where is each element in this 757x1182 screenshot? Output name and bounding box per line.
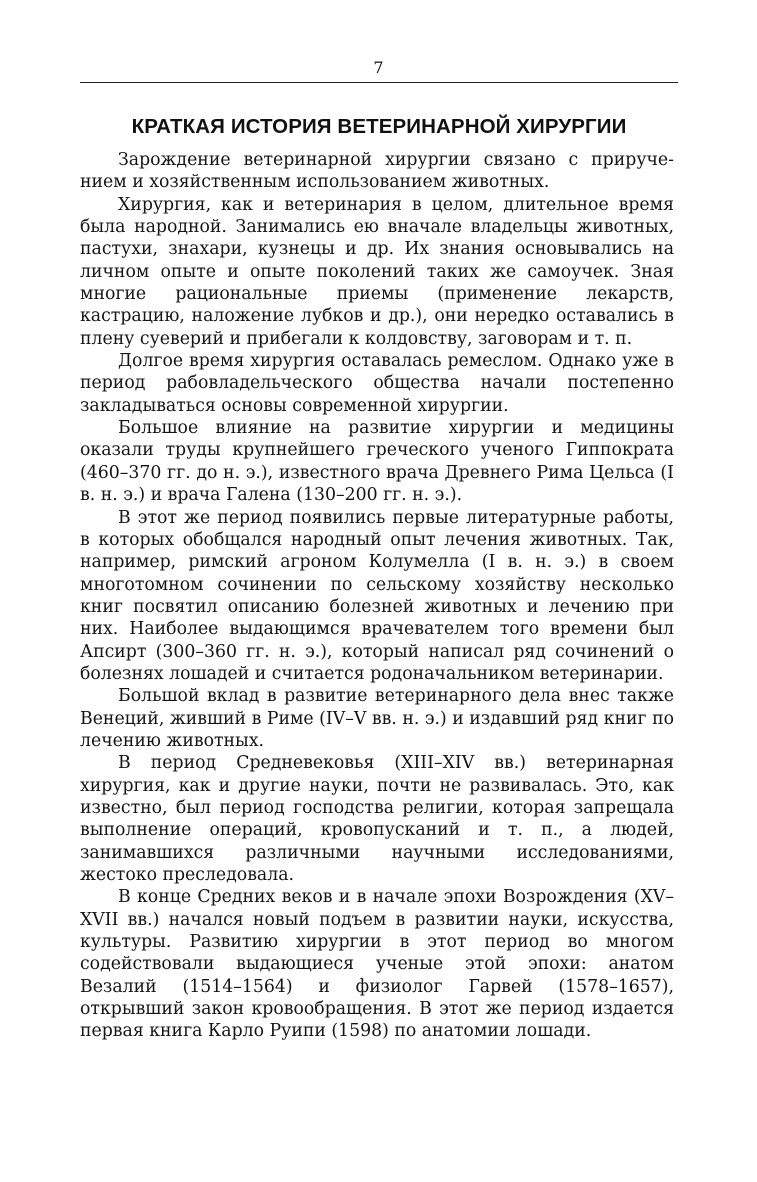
paragraph-7: В период Средневековья (XIII–XIV вв.) ветеринарная хирургия, как и другие науки, почти не развивалась. Это, как известно, был период господства религии, которая запрещала выполнение операций, кровопусканий и т. п., а людей, занимавшихся различными научными исследованиями, жестоко преследовала. [80,753,674,885]
paragraph-5: В этот же период появились первые литературные работы, в которых обобщался народный опыт лечения животных. Так, например, римский агроном Колумелла (I в. н. э.) в своем многотомном сочинении по сельскому хозяйству несколько книг посвятил описанию болезней животных и лечению при них. Наиболее выдающимся врачевателем того времени был Апсирт (300–360 гг. н. э.), который написал ряд сочинений о болезнях лошадей и считается родоначальником ветеринарии. [80,507,674,684]
header-rule [80,82,678,83]
paragraph-6: Большой вклад в развитие ветеринарного дела внес также Венеций, живший в Риме (IV–V вв. н. э.) и издавший ряд книг по лечению животных. [80,686,674,751]
paragraph-2: Хирургия, как и ветеринария в целом, длительное время была народной. Занимались ею вначале владельцы животных, пастухи, знахари, кузнецы и др. Их знания основывались на личном опыте и опыте поколений таких же самоучек. Зная многие рациональные приемы (применение лекарств, кастрацию, наложение лубков и др.), они нередко оставались в плену суеверий и прибегали к колдовству, заговорам и т. п. [80,194,674,349]
paragraph-4: Большое влияние на развитие хирургии и медицины оказали труды крупнейшего греческого ученого Гиппократа (460–370 гг. до н. э.), известного врача Древнего Рима Цельса (I в. н. э.) и врача Галена (130–200 гг. н. э.). [80,418,674,506]
paragraph-8: В конце Средних веков и в начале эпохи Возрождения (XV–XVII вв.) начался новый подъем в развитии науки, искусства, культуры. Развитию хирургии в этот период во многом содействовали выдающиеся ученые этой эпохи: анатом Везалий (1514–1564) и физиолог Гарвей (1578–1657), открывший закон кровообращения. В этот же период издается первая книга Карло Руипи (1598) по анатомии лошади. [80,887,674,1042]
paragraph-1: Зарождение ветеринарной хирургии связано с приручением и хозяйственным использованием животных. [80,150,674,193]
chapter-title: КРАТКАЯ ИСТОРИЯ ВЕТЕРИНАРНОЙ ХИРУРГИИ [131,115,627,138]
body-text [80,149,674,1043]
page-number: 7 [373,58,384,77]
paragraph-3: Долгое время хирургия оставалась ремеслом. Однако уже в период рабовладельческого общества начали постепенно закладываться основы современной хирургии. [80,351,674,416]
